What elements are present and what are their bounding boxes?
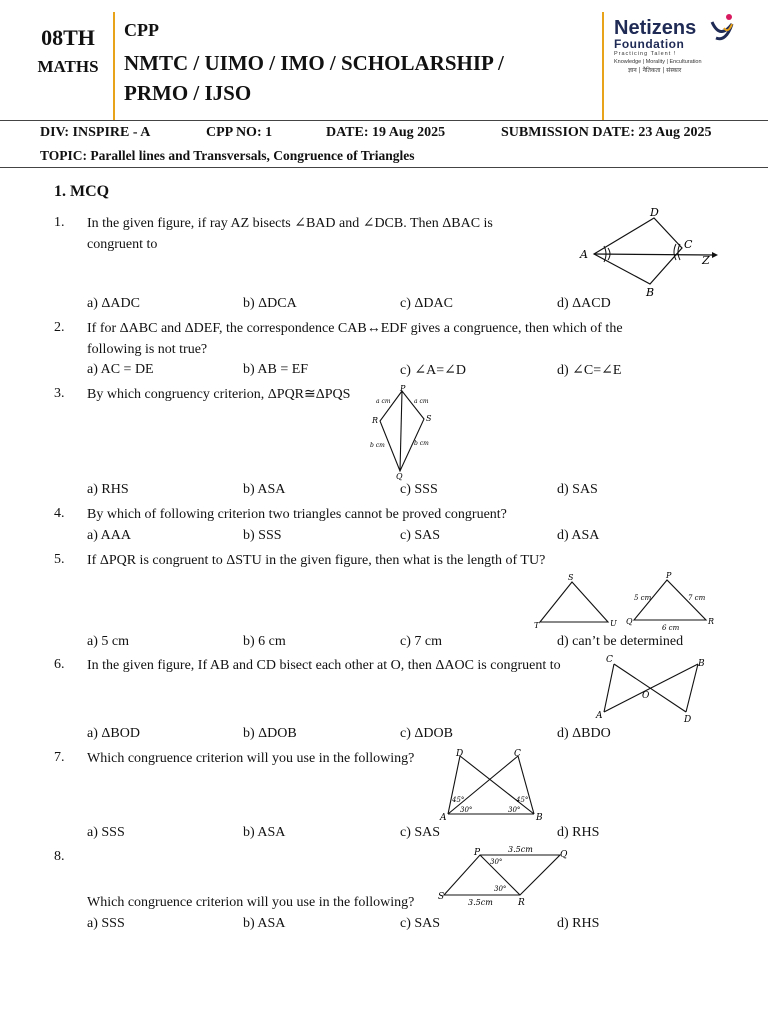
q2-text-line-2: following is not true?	[87, 342, 208, 357]
q5-label-p: P	[666, 571, 672, 580]
logo-hindi: ज्ञान | नैतिकता | संस्कार	[628, 67, 682, 74]
q5-side-qr: 6 cm	[662, 624, 680, 632]
q1-text-line-2: congruent to	[87, 237, 158, 252]
topic-label: TOPIC: Parallel lines and Transversals, Congruence of Triangles	[40, 148, 415, 163]
q5-option-c[interactable]: c) 7 cm	[400, 634, 442, 649]
q1-option-a[interactable]: a) ΔADC	[87, 296, 140, 311]
q7-angle-a3: 30°	[460, 806, 473, 814]
q7-text: Which congruence criterion will you use in the following?	[87, 751, 415, 766]
q5-label-u: U	[610, 619, 617, 628]
q6-label-d: D	[684, 715, 692, 724]
q1-number: 1.	[54, 215, 65, 230]
q7-figure	[438, 748, 548, 824]
q7-label-b: B	[536, 813, 543, 820]
q7-angle-a2: 45°	[516, 796, 529, 804]
grade-block	[22, 24, 114, 78]
q8-option-d[interactable]: d) RHS	[557, 916, 600, 931]
q3-option-b[interactable]: b) ASA	[243, 482, 286, 497]
q2-text	[87, 318, 727, 360]
q6-option-a[interactable]: a) ΔBOD	[87, 726, 140, 741]
cpp-no-label: CPP NO: 1	[206, 125, 273, 140]
title-line-1: NMTC / UIMO / IMO / SCHOLARSHIP /	[124, 51, 504, 75]
q1-text	[87, 213, 527, 255]
logo-values: Knowledge | Morality | Enculturation	[614, 59, 702, 65]
logo-swoosh-icon	[710, 12, 736, 46]
q4-text: By which of following criterion two triangles cannot be proved congruent?	[87, 507, 507, 522]
q1-label-b: B	[646, 286, 655, 298]
q2-number: 2.	[54, 320, 65, 335]
q8-side-sr: 3.5cm	[468, 898, 493, 907]
q3-text: By which congruency criterion, ΔPQR≅ΔPQS	[87, 387, 351, 402]
q1-text-line-1: In the given figure, if ray AZ bisects ∠BAD and ∠DCB. Then ΔBAC is	[87, 216, 493, 231]
section-heading: 1. MCQ	[54, 183, 110, 200]
q2-option-c[interactable]: c) ∠A=∠D	[400, 363, 466, 378]
q5-label-q: Q	[626, 617, 633, 626]
q6-option-b[interactable]: b) ΔDOB	[243, 726, 297, 741]
q6-option-d[interactable]: d) ΔBDO	[557, 726, 611, 741]
q4-option-b[interactable]: b) SSS	[243, 528, 282, 543]
q3-side-rq: b cm	[370, 442, 385, 449]
q7-label-a: A	[440, 813, 447, 820]
q6-label-o: O	[642, 691, 650, 701]
q6-label-b: B	[698, 659, 705, 669]
q5-label-t: T	[534, 621, 540, 630]
q8-text: Which congruence criterion will you use in the following?	[87, 895, 415, 910]
submission-date-label: SUBMISSION DATE: 23 Aug 2025	[501, 125, 712, 140]
q3-label-p: P	[400, 384, 406, 393]
title-line-2: PRMO / IJSO	[124, 81, 252, 105]
q7-option-b[interactable]: b) ASA	[243, 825, 286, 840]
q1-label-a: A	[580, 248, 588, 261]
q3-option-c[interactable]: c) SSS	[400, 482, 438, 497]
q4-option-a[interactable]: a) AAA	[87, 528, 131, 543]
q6-label-c: C	[606, 655, 613, 665]
q4-option-d[interactable]: d) ASA	[557, 528, 600, 543]
q5-side-pq: 5 cm	[634, 594, 652, 602]
q7-angle-a1: 45°	[452, 796, 465, 804]
q2-option-d[interactable]: d) ∠C=∠E	[557, 363, 622, 378]
q7-option-d[interactable]: d) RHS	[557, 825, 600, 840]
q5-label-s: S	[568, 573, 574, 582]
q3-side-pr: a cm	[376, 398, 391, 405]
q3-figure	[362, 383, 442, 485]
q8-label-r: R	[518, 898, 525, 908]
q7-label-c: C	[514, 749, 521, 759]
q1-option-c[interactable]: c) ΔDAC	[400, 296, 453, 311]
q8-label-p: P	[474, 848, 481, 858]
q5-side-pr: 7 cm	[688, 594, 706, 602]
q7-number: 7.	[54, 750, 65, 765]
q8-figure	[438, 843, 578, 913]
q3-label-q: Q	[396, 472, 403, 481]
q7-angle-a4: 30°	[508, 806, 521, 814]
q1-label-z: Z	[702, 254, 710, 267]
q3-label-s: S	[426, 414, 432, 423]
q8-label-s: S	[438, 892, 445, 902]
q7-option-c[interactable]: c) SAS	[400, 825, 441, 840]
subject-label: MATHS	[37, 57, 99, 76]
netizens-logo	[614, 18, 754, 76]
q1-label-d: D	[650, 206, 659, 219]
q8-option-b[interactable]: b) ASA	[243, 916, 286, 931]
logo-name-2: Foundation	[614, 37, 685, 51]
q2-text-line-1: If for ΔABC and ΔDEF, the correspondence CAB↔EDF gives a congruence, then which of the	[87, 321, 623, 336]
q5-option-d[interactable]: d) can’t be determined	[557, 634, 684, 649]
cpp-label: CPP	[124, 20, 159, 40]
q1-figure	[572, 206, 722, 302]
q5-option-b[interactable]: b) 6 cm	[243, 634, 286, 649]
q3-label-r: R	[372, 416, 379, 425]
q6-figure	[594, 654, 714, 728]
header-rule-bottom	[0, 167, 768, 168]
q5-text: If ΔPQR is congruent to ΔSTU in the given figure, then what is the length of TU?	[87, 553, 546, 568]
q3-side-sq: b cm	[414, 440, 429, 447]
q5-label-r: R	[708, 617, 715, 626]
q2-option-a[interactable]: a) AC = DE	[87, 362, 154, 377]
q3-option-d[interactable]: d) SAS	[557, 482, 598, 497]
div-label: DIV: INSPIRE - A	[40, 125, 151, 140]
q5-number: 5.	[54, 552, 65, 567]
logo-name-1: Netizens	[614, 17, 697, 39]
q6-label-a: A	[596, 711, 603, 721]
header-rule-top	[0, 120, 768, 121]
q8-angle-a1: 30°	[490, 858, 503, 866]
q7-option-a[interactable]: a) SSS	[87, 825, 125, 840]
q8-number: 8.	[54, 849, 65, 864]
q3-number: 3.	[54, 386, 65, 401]
header-divider-left	[113, 12, 115, 120]
q8-option-a[interactable]: a) SSS	[87, 916, 125, 931]
q6-text: In the given figure, If AB and CD bisect each other at O, then ΔAOC is congruent to	[87, 658, 561, 673]
q3-option-a[interactable]: a) RHS	[87, 482, 129, 497]
q8-option-c[interactable]: c) SAS	[400, 916, 441, 931]
q1-option-d[interactable]: d) ΔACD	[557, 296, 611, 311]
q4-option-c[interactable]: c) SAS	[400, 528, 441, 543]
q5-figure	[532, 570, 718, 638]
page-title	[124, 48, 594, 108]
q8-label-q: Q	[560, 850, 568, 860]
q4-number: 4.	[54, 506, 65, 521]
q5-option-a[interactable]: a) 5 cm	[87, 634, 129, 649]
date-label: DATE: 19 Aug 2025	[326, 125, 446, 140]
q6-option-c[interactable]: c) ΔDOB	[400, 726, 453, 741]
q3-side-ps: a cm	[414, 398, 429, 405]
q1-option-b[interactable]: b) ΔDCA	[243, 296, 297, 311]
logo-tagline: Practicing Talent !	[614, 51, 677, 57]
grade-label: 08TH	[41, 25, 95, 50]
q2-option-b[interactable]: b) AB = EF	[243, 362, 309, 377]
q8-side-pq: 3.5cm	[508, 845, 533, 854]
q7-label-d: D	[456, 749, 464, 759]
header-divider-right	[602, 12, 604, 120]
q6-number: 6.	[54, 657, 65, 672]
q1-label-c: C	[684, 238, 693, 251]
q8-angle-a2: 30°	[494, 885, 507, 893]
